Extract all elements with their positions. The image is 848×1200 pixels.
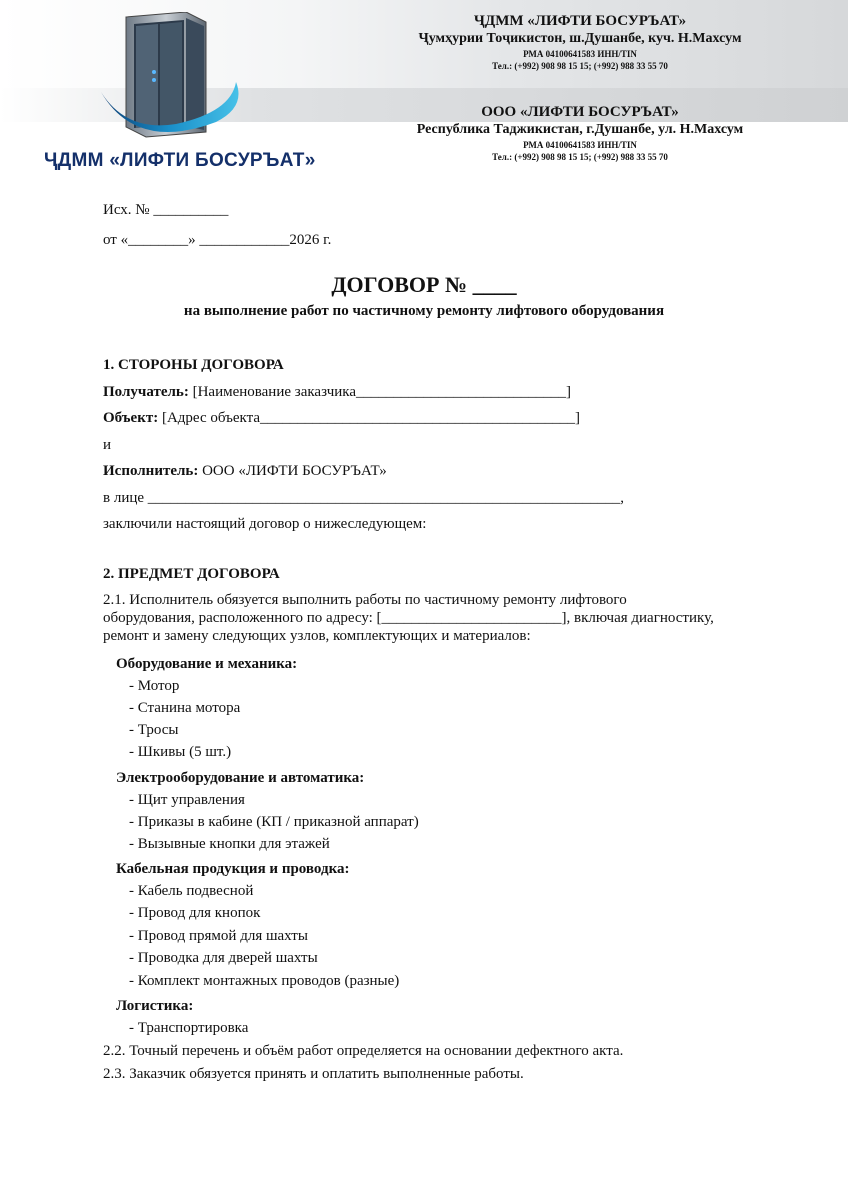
contract-title: ДОГОВОР № ____	[331, 272, 517, 297]
concluded-line: заключили настоящий договор о нижеследующем:	[103, 516, 427, 532]
clause-2-1-line-2: оборудования, расположенного по адресу: [________________________], включая диагностику,	[103, 610, 714, 626]
object-label: Объект:	[103, 410, 159, 426]
clause-2-2: 2.2. Точный перечень и объём работ определяется на основании дефектного акта.	[103, 1043, 624, 1059]
list-item: - Проводка для дверей шахты	[129, 950, 318, 966]
list-item: - Провод для кнопок	[129, 905, 261, 921]
company-tajik-block	[380, 12, 780, 72]
logo-text: ҶДММ «ЛИФТИ БОСУРЪАТ»	[44, 150, 316, 171]
outgoing-number: Исх. № __________	[103, 202, 229, 218]
recipient-line	[103, 383, 571, 401]
list-item: - Щит управления	[129, 792, 245, 808]
group-heading-cables: Кабельная продукция и проводка:	[116, 861, 350, 877]
list-item: - Транспортировка	[129, 1020, 249, 1036]
outgoing-date: от «________» ____________2026 г.	[103, 232, 332, 248]
group-heading-logistics: Логистика:	[116, 998, 194, 1014]
contract-subtitle: на выполнение работ по частичному ремонту лифтового оборудования	[183, 303, 665, 319]
section1-heading: 1. СТОРОНЫ ДОГОВОРА	[103, 357, 284, 373]
company-russian-block	[380, 103, 780, 163]
list-item: - Приказы в кабине (КП / приказной аппарат)	[129, 814, 419, 830]
list-item: - Провод прямой для шахты	[129, 928, 308, 944]
company-address-tajik: Ҷумҳурии Тоҷикистон, ш.Душанбе, куч. Н.Махсум	[418, 31, 742, 46]
elevator-logo-icon	[96, 12, 246, 152]
contractor-value: ООО «ЛИФТИ БОСУРЪАТ»	[198, 463, 387, 479]
clause-2-1-line-3: ремонт и замену следующих узлов, комплектующих и материалов:	[103, 628, 531, 644]
person-line: в лице _______________________________________________________________,	[103, 490, 625, 506]
list-item: - Тросы	[129, 722, 179, 738]
company-reg-russian: РМА 04100641583 ИНН/TIN	[523, 140, 637, 150]
section2-heading: 2. ПРЕДМЕТ ДОГОВОРА	[103, 566, 280, 582]
contractor-label: Исполнитель:	[103, 463, 199, 479]
contractor-line	[103, 462, 387, 480]
company-name-tajik: ҶДММ «ЛИФТИ БОСУРЪАТ»	[473, 13, 687, 29]
company-address-russian: Республика Таджикистан, г.Душанбе, ул. Н.Махсум	[416, 122, 744, 137]
clause-2-3: 2.3. Заказчик обязуется принять и оплатить выполненные работы.	[103, 1066, 524, 1082]
object-line	[103, 409, 580, 427]
list-item: - Мотор	[129, 678, 180, 694]
list-item: - Вызывные кнопки для этажей	[129, 836, 330, 852]
list-item: - Комплект монтажных проводов (разные)	[129, 973, 400, 989]
group-heading-equipment: Оборудование и механика:	[116, 656, 298, 672]
clause-2-1-line-1: 2.1. Исполнитель обязуется выполнить работы по частичному ремонту лифтового	[103, 592, 627, 608]
and-text: и	[103, 437, 112, 453]
list-item: - Шкивы (5 шт.)	[129, 744, 232, 760]
group-heading-electrical: Электрооборудование и автоматика:	[116, 770, 365, 786]
company-phone-russian: Тел.: (+992) 908 98 15 15; (+992) 988 33 55 70	[492, 152, 668, 162]
recipient-value: [Наименование заказчика____________________________]	[188, 384, 571, 400]
company-phone-tajik: Тел.: (+992) 908 98 15 15; (+992) 988 33 55 70	[492, 61, 668, 71]
company-reg-tajik: РМА 04100641583 ИНН/TIN	[523, 49, 637, 59]
list-item: - Кабель подвесной	[129, 883, 254, 899]
object-value: [Адрес объекта__________________________________________]	[158, 410, 581, 426]
recipient-label: Получатель:	[103, 384, 189, 400]
company-name-russian: ООО «ЛИФТИ БОСУРЪАТ»	[481, 104, 679, 120]
list-item: - Станина мотора	[129, 700, 241, 716]
letterhead	[0, 0, 848, 175]
